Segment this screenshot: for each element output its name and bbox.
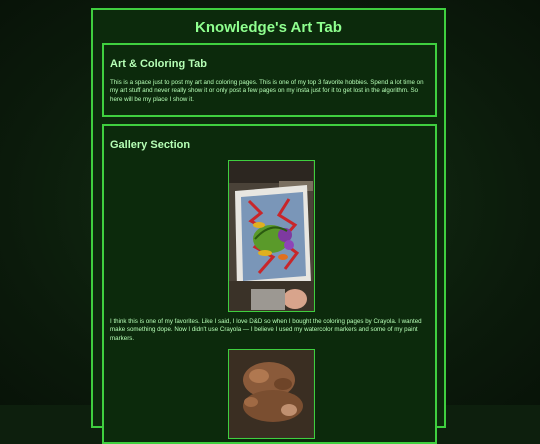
gallery-caption-1	[104, 318, 435, 343]
gallery-heading: Gallery Section	[110, 139, 191, 151]
intro-panel	[102, 43, 437, 117]
gallery-photo-dragon-coloring-page	[228, 160, 315, 312]
intro-text: This is a space just to post my art and coloring pages. This is one of my top 3 favorite hobbies. Spend a lot time on my art stuff and never really show it or only post a few pages on my insta just for it to get lost in the algorithm. So here will be my place I show it.	[110, 79, 424, 103]
gallery-panel	[102, 124, 437, 444]
page-container	[91, 8, 446, 428]
intro-heading: Art & Coloring Tab	[110, 58, 207, 70]
gallery-photo-second-artwork	[228, 349, 315, 439]
page-title: Knowledge's Art Tab	[195, 19, 342, 36]
gallery-caption-text: I think this is one of my favorites. Like I said, I love D&D so when I bought the coloring pages by Crayola. I wanted make something dope. Now I didn't use Crayola — I believe I used my watercolor markers and some of my paint markers.	[110, 318, 422, 342]
second-artwork-image	[229, 350, 313, 437]
dragon-artwork-image	[229, 161, 313, 310]
